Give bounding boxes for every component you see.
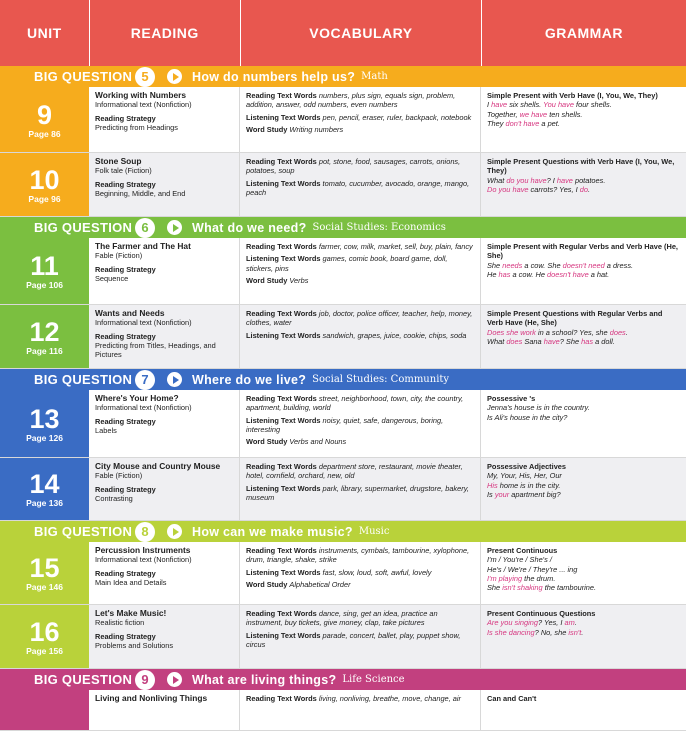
reading-text-words-label: Reading Text Words [246, 462, 317, 471]
grammar-cell [481, 542, 686, 604]
reading-strategy-label: Reading Strategy [95, 179, 156, 189]
unit-cell[interactable] [0, 153, 89, 216]
grammar-segment: Is she dancing [487, 627, 535, 637]
listening-text-words-label: Listening Text Words [246, 178, 321, 188]
grammar-segment: a hat. [588, 269, 610, 279]
unit-page: Page 136 [26, 498, 63, 508]
reading-text-words: department store, restaurant, movie theater, hotel, cornfield, orchard, new, old [246, 462, 463, 481]
grammar-segment: six shells. [507, 100, 544, 110]
grammar-segment: needs [502, 260, 523, 270]
grammar-segment: don't have [505, 118, 540, 128]
listening-text-words-block [246, 331, 474, 340]
play-icon[interactable] [167, 69, 182, 84]
word-study-label: Word Study [246, 437, 288, 447]
reading-strategy-label: Reading Strategy [95, 484, 156, 494]
listening-text-words-label: Listening Text Words [246, 630, 321, 640]
reading-title: Let's Make Music! [95, 608, 167, 618]
big-question-bar [0, 217, 686, 238]
reading-strategy: Predicting from Titles, Headings, and Pictures [95, 340, 216, 360]
unit-cell[interactable] [0, 238, 89, 304]
grammar-example [487, 481, 680, 490]
big-question-subject: Social Studies: Economics [312, 222, 446, 233]
play-triangle [173, 528, 179, 536]
grammar-example [487, 555, 680, 564]
grammar-example [487, 100, 680, 109]
reading-strategy: Predicting from Headings [95, 122, 178, 132]
reading-title: Wants and Needs [95, 308, 165, 318]
vocabulary-cell [240, 305, 481, 368]
big-question-label: BIG QUESTION [34, 672, 133, 687]
grammar-segment: your [494, 489, 510, 499]
grammar-segment: a pet. [539, 118, 560, 128]
play-icon[interactable] [167, 372, 182, 387]
reading-title: Where's Your Home? [95, 393, 179, 403]
unit-cell[interactable] [0, 458, 89, 520]
unit-row [0, 458, 686, 521]
big-question-text: Where do we live? [192, 372, 307, 387]
reading-cell [89, 153, 240, 216]
word-study: Verbs [289, 275, 309, 285]
grammar-title: Simple Present Questions with Regular Verbs and Verb Have (He, She) [487, 309, 663, 328]
unit-page: Page 126 [26, 432, 63, 443]
grammar-segment: four shells. [573, 100, 612, 110]
grammar-segment: doesn't have [547, 269, 589, 279]
unit-number: 16 [29, 616, 60, 647]
unit-row [0, 87, 686, 153]
reading-text-words-block [246, 91, 474, 110]
unit-number: 10 [29, 164, 60, 195]
grammar-segment: He's / We're / They're ... ing [487, 564, 578, 574]
grammar-segment: isn't [568, 627, 582, 637]
vocabulary-cell [240, 605, 481, 668]
play-triangle [173, 73, 179, 81]
reading-text-words-label: Reading Text Words [246, 309, 317, 318]
listening-text-words-block [246, 568, 474, 577]
grammar-segment: have [543, 336, 560, 346]
grammar-segment: ? I [546, 175, 557, 185]
word-study: Verbs and Nouns [289, 437, 347, 447]
grammar-segment: You have [543, 100, 574, 110]
grammar-title: Present Continuous Questions [487, 609, 596, 618]
unit-page: Page 146 [26, 582, 63, 592]
grammar-cell [481, 153, 686, 216]
reading-text-words: instruments, cymbals, tambourine, xylophone, drum, triangle, shake, strike [246, 546, 470, 565]
reading-strategy: Contrasting [95, 493, 133, 503]
reading-genre: Fable (Fiction) [95, 471, 143, 481]
reading-text-words: street, neighborhood, town, city, the country, apartment, building, world [246, 394, 464, 413]
grammar-example [487, 413, 680, 422]
listening-text-words-block [246, 179, 474, 198]
grammar-segment: Are you singing [487, 618, 538, 628]
word-study-label: Word Study [246, 124, 288, 134]
grammar-segment: What [487, 175, 507, 185]
unit-page: Page 86 [28, 128, 61, 139]
reading-genre: Informational text (Nonfiction) [95, 403, 192, 413]
unit-row [0, 390, 686, 458]
grammar-segment: I'm playing [487, 573, 523, 583]
reading-genre: Informational text (Nonfiction) [95, 100, 192, 110]
grammar-title: Simple Present Questions with Verb Have (I, You, We, They) [487, 157, 675, 176]
word-study: Alphabetical Order [289, 579, 351, 589]
play-triangle [173, 376, 179, 384]
grammar-segment: doesn't need [562, 260, 605, 270]
grammar-segment: . [581, 627, 584, 637]
grammar-segment: in a school? Yes, she [535, 327, 610, 337]
big-question-number: 7 [135, 370, 155, 390]
big-question-bar [0, 66, 686, 87]
grammar-segment: ? No, she [534, 627, 569, 637]
reading-text-words-label: Reading Text Words [246, 694, 317, 703]
grammar-example [487, 628, 680, 637]
unit-row [0, 542, 686, 605]
unit-number: 13 [29, 403, 60, 434]
reading-text-words-label: Reading Text Words [246, 609, 317, 618]
big-question-text: What do we need? [192, 220, 307, 235]
reading-strategy: Problems and Solutions [95, 640, 174, 650]
reading-title: Living and Nonliving Things [95, 693, 208, 703]
grammar-example [487, 110, 680, 119]
grammar-segment: ? She [559, 336, 582, 346]
reading-title: The Farmer and The Hat [95, 241, 191, 251]
grammar-segment: am [564, 618, 575, 628]
reading-text-words: numbers, plus sign, equals sign, problem, addition, answer, odd numbers, even numbers [246, 91, 456, 110]
reading-text-words: job, doctor, police officer, teacher, help, money, clothes, water [246, 309, 473, 328]
big-question-number: 8 [135, 522, 155, 542]
reading-title: Working with Numbers [95, 90, 187, 100]
listening-text-words-block [246, 631, 474, 650]
unit-page: Page 96 [28, 193, 61, 204]
grammar-segment: Do you have [487, 184, 529, 194]
big-question-subject: Life Science [342, 674, 405, 685]
grammar-cell [481, 238, 686, 304]
header-unit: UNIT [0, 0, 90, 66]
grammar-example [487, 574, 680, 583]
reading-cell [89, 87, 240, 152]
word-study-label: Word Study [246, 275, 288, 285]
listening-text-words: fast, slow, loud, soft, awful, lovely [322, 567, 432, 577]
grammar-segment: potatoes. [572, 175, 606, 185]
big-question-number: 6 [135, 218, 155, 238]
unit-number: 15 [29, 553, 60, 583]
play-triangle [173, 676, 179, 684]
unit-row [0, 305, 686, 369]
grammar-example [487, 270, 680, 279]
big-question-label: BIG QUESTION [34, 220, 133, 235]
reading-text-words-label: Reading Text Words [246, 394, 317, 403]
reading-text-words: pot, stone, food, sausages, carrots, onions, potatoes, soup [246, 157, 461, 176]
header-reading: READING [90, 0, 241, 66]
grammar-title: Present Continuous [487, 546, 558, 555]
grammar-segment: . [587, 184, 591, 194]
grammar-title: Simple Present with Verb Have (I, You, We, They) [487, 91, 658, 100]
grammar-segment: . [625, 327, 628, 337]
grammar-segment: I'm / You're / She's / [487, 555, 552, 565]
big-question-subject: Social Studies: Community [312, 374, 450, 385]
reading-text-words-block [246, 394, 474, 413]
reading-strategy-label: Reading Strategy [95, 416, 156, 426]
reading-genre: Fable (Fiction) [95, 251, 143, 261]
grammar-segment: Jenna's house is in the country. [487, 403, 590, 413]
listening-text-words: noisy, quiet, safe, dangerous, boring, interesting [246, 415, 444, 434]
grammar-segment: has [581, 336, 594, 346]
grammar-example [487, 337, 680, 346]
big-question-bar [0, 369, 686, 390]
grammar-segment: . [574, 618, 577, 628]
play-triangle [173, 224, 179, 232]
vocabulary-cell [240, 87, 481, 152]
reading-genre: Folk tale (Fiction) [95, 166, 152, 176]
reading-text-words-block [246, 462, 474, 481]
vocabulary-cell [240, 238, 481, 304]
unit-cell[interactable] [0, 542, 89, 604]
big-question-text: How can we make music? [192, 524, 353, 539]
grammar-cell [481, 690, 686, 730]
grammar-example [487, 261, 680, 270]
grammar-example [487, 471, 680, 480]
grammar-segment: Does she work [487, 327, 536, 337]
grammar-cell [481, 458, 686, 520]
grammar-example [487, 185, 680, 194]
reading-strategy: Labels [95, 425, 117, 435]
unit-cell[interactable] [0, 605, 89, 668]
reading-title: Stone Soup [95, 156, 142, 166]
grammar-segment: apartment big? [509, 489, 561, 499]
grammar-segment: I [487, 100, 492, 110]
play-icon[interactable] [167, 672, 182, 687]
grammar-example [487, 490, 680, 499]
grammar-segment: She [487, 260, 503, 270]
listening-text-words-label: Listening Text Words [246, 330, 321, 340]
vocabulary-cell [240, 390, 481, 457]
grammar-segment: They [487, 118, 506, 128]
word-study-block [246, 580, 474, 589]
grammar-segment: What [487, 336, 507, 346]
reading-text-words-label: Reading Text Words [246, 242, 317, 251]
grammar-segment: Together, [487, 109, 520, 119]
play-icon[interactable] [167, 220, 182, 235]
word-study-block [246, 125, 474, 134]
grammar-segment: ? Yes, I [537, 618, 565, 628]
unit-cell[interactable] [0, 690, 89, 730]
grammar-example [487, 565, 680, 574]
reading-title: Percussion Instruments [95, 545, 191, 555]
unit-cell[interactable] [0, 305, 89, 368]
reading-strategy-label: Reading Strategy [95, 113, 156, 123]
grammar-example [487, 176, 680, 185]
reading-text-words: dance, sing, get an idea, practice an instrument, buy tickets, give money, clap, take pictures [246, 609, 438, 628]
grammar-segment: a dress. [604, 260, 634, 270]
grammar-segment: have [491, 100, 508, 110]
reading-strategy-label: Reading Strategy [95, 264, 156, 274]
big-question-text: How do numbers help us? [192, 69, 356, 84]
listening-text-words-label: Listening Text Words [246, 254, 321, 264]
vocabulary-cell [240, 690, 481, 730]
reading-cell [89, 305, 240, 368]
big-question-label: BIG QUESTION [34, 524, 133, 539]
unit-page: Page 116 [26, 345, 63, 356]
grammar-segment: Is [487, 489, 495, 499]
listening-text-words-label: Listening Text Words [246, 112, 321, 122]
big-question-subject: Math [361, 71, 388, 82]
curriculum-table [0, 66, 686, 731]
grammar-cell [481, 605, 686, 668]
unit-cell[interactable] [0, 87, 89, 152]
reading-cell [89, 605, 240, 668]
grammar-segment: the tambourine. [542, 583, 597, 593]
grammar-segment: home is in the city. [497, 480, 561, 490]
reading-cell [89, 542, 240, 604]
reading-genre: Informational text (Nonfiction) [95, 555, 192, 565]
reading-text-words-block [246, 157, 474, 176]
unit-page: Page 156 [26, 645, 63, 656]
grammar-segment: the drum. [522, 573, 556, 583]
reading-title: City Mouse and Country Mouse [95, 461, 221, 471]
reading-cell [89, 390, 240, 457]
grammar-segment: does [609, 327, 626, 337]
grammar-title: Possessive Adjectives [487, 462, 567, 471]
unit-row [0, 238, 686, 305]
reading-text-words-label: Reading Text Words [246, 91, 317, 100]
grammar-segment: My, Your, His, Her, Our [487, 471, 562, 481]
grammar-segment: isn't shaking [502, 583, 543, 593]
listening-text-words-block [246, 113, 474, 122]
unit-row [0, 690, 686, 731]
reading-text-words-block [246, 609, 474, 628]
grammar-segment: Is Ali's house in the city? [487, 412, 568, 422]
reading-text-words: living, nonliving, breathe, move, change, air [318, 694, 461, 703]
grammar-example [487, 583, 680, 592]
big-question-label: BIG QUESTION [34, 69, 133, 84]
listening-text-words: games, comic book, board game, doll, stickers, pins [246, 254, 448, 273]
listening-text-words-block [246, 254, 474, 273]
reading-text-words-block [246, 242, 474, 251]
grammar-segment: a cow. She [522, 260, 563, 270]
reading-text-words-block [246, 546, 474, 565]
big-question-bar [0, 669, 686, 690]
big-question-text: What are living things? [192, 672, 337, 687]
reading-text-words-label: Reading Text Words [246, 546, 317, 555]
unit-number: 12 [29, 316, 60, 347]
reading-genre: Realistic fiction [95, 618, 145, 628]
listening-text-words-label: Listening Text Words [246, 415, 321, 425]
listening-text-words: park, library, supermarket, drugstore, bakery, museum [246, 483, 469, 502]
listening-text-words-label: Listening Text Words [246, 483, 321, 493]
reading-genre: Informational text (Nonfiction) [95, 318, 192, 328]
reading-strategy: Main Idea and Details [95, 577, 167, 587]
vocabulary-cell [240, 458, 481, 520]
listening-text-words-block [246, 416, 474, 435]
header-vocabulary: VOCABULARY [241, 0, 482, 66]
unit-row [0, 153, 686, 217]
vocabulary-cell [240, 542, 481, 604]
grammar-title: Can and Can't [487, 694, 537, 703]
listening-text-words: parade, concert, ballet, play, puppet show, circus [246, 630, 461, 649]
reading-strategy: Sequence [95, 273, 129, 283]
reading-cell [89, 690, 240, 730]
listening-text-words-block [246, 484, 474, 503]
grammar-segment: do [579, 184, 588, 194]
big-question-label: BIG QUESTION [34, 372, 133, 387]
reading-cell [89, 458, 240, 520]
header-grammar: GRAMMAR [544, 25, 624, 41]
grammar-segment: She [487, 583, 503, 593]
reading-text-words-block [246, 309, 474, 328]
grammar-title: Possessive 's [487, 394, 536, 403]
grammar-example [487, 403, 680, 412]
reading-text-words-label: Reading Text Words [246, 157, 317, 166]
grammar-segment: carrots? Yes, I [528, 184, 580, 194]
listening-text-words-label: Listening Text Words [246, 567, 321, 577]
big-question-bar [0, 521, 686, 542]
reading-strategy-label: Reading Strategy [95, 631, 156, 641]
grammar-segment: we have [519, 109, 548, 119]
big-question-number: 5 [135, 67, 155, 87]
grammar-segment: have [556, 175, 573, 185]
unit-number: 14 [29, 469, 60, 499]
grammar-cell [481, 305, 686, 368]
listening-text-words: pen, pencil, eraser, ruler, backpack, notebook [322, 112, 472, 122]
unit-page: Page 106 [26, 280, 63, 290]
word-study-label: Word Study [246, 579, 288, 589]
grammar-title: Simple Present with Regular Verbs and Verb Have (He, She) [487, 242, 678, 261]
grammar-cell [481, 390, 686, 457]
reading-text-words: farmer, cow, milk, market, sell, buy, plain, fancy [318, 242, 473, 251]
grammar-example [487, 618, 680, 627]
grammar-segment: His [487, 480, 498, 490]
table-header [0, 0, 686, 66]
word-study: Writing numbers [289, 124, 344, 134]
grammar-segment: a cow. He [510, 269, 547, 279]
unit-cell[interactable] [0, 390, 89, 457]
grammar-example [487, 328, 680, 337]
reading-cell [89, 238, 240, 304]
unit-number: 11 [30, 251, 59, 281]
grammar-segment: Sana [522, 336, 544, 346]
unit-number: 9 [36, 99, 53, 130]
grammar-segment: do you have [506, 175, 547, 185]
grammar-segment: has [498, 269, 511, 279]
vocabulary-cell [240, 153, 481, 216]
big-question-subject: Music [358, 526, 390, 537]
grammar-segment: ten shells. [547, 109, 583, 119]
play-icon[interactable] [167, 524, 182, 539]
reading-strategy-label: Reading Strategy [95, 568, 156, 578]
grammar-example [487, 119, 680, 128]
big-question-number: 9 [135, 670, 155, 690]
listening-text-words: tomato, cucumber, avocado, orange, mango, peach [246, 178, 470, 197]
word-study-block [246, 276, 474, 285]
unit-row [0, 605, 686, 669]
reading-strategy: Beginning, Middle, and End [95, 188, 186, 198]
grammar-segment: a doll. [593, 336, 615, 346]
reading-strategy-label: Reading Strategy [95, 331, 156, 341]
grammar-segment: He [487, 269, 499, 279]
word-study-block [246, 437, 474, 446]
listening-text-words: sandwich, grapes, juice, cookie, chips, soda [322, 330, 467, 340]
grammar-segment: does [506, 336, 523, 346]
grammar-cell [481, 87, 686, 152]
